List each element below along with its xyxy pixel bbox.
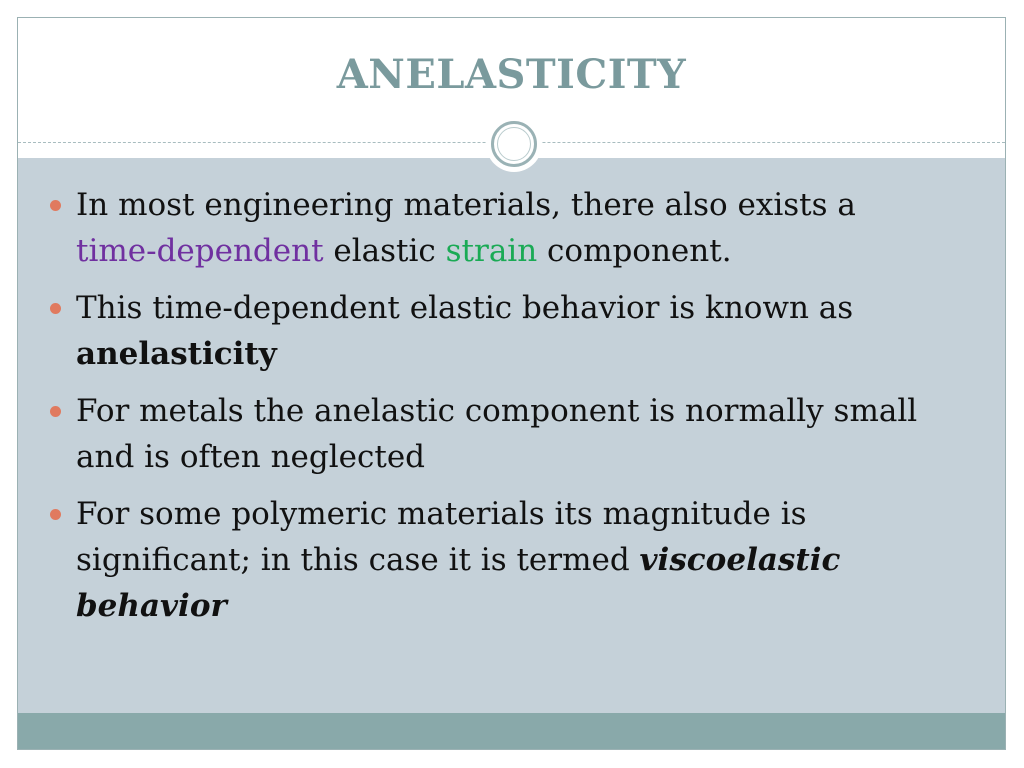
bullet-dot-icon	[50, 200, 61, 211]
bullet-item	[18, 285, 928, 377]
bullet-text	[76, 496, 840, 624]
text-segment: This time-dependent elastic behavior is known as	[76, 290, 854, 326]
bullet-item	[18, 491, 928, 629]
bold-italic-term: viscoelastic behavior	[76, 542, 841, 624]
slide-title: ANELASTICITY	[336, 51, 687, 98]
bullet-item	[18, 388, 928, 480]
bullet-text	[76, 187, 856, 269]
bullet-text	[76, 393, 917, 475]
highlight-purple-text: time-dependent	[76, 233, 324, 269]
bullet-item	[18, 182, 928, 274]
text-segment: component.	[537, 233, 732, 269]
circle-ornament-icon	[486, 116, 542, 172]
text-segment: In most engineering materials, there also exists a	[76, 187, 856, 223]
bullet-text	[76, 290, 853, 372]
bullet-dot-icon	[50, 303, 61, 314]
highlight-green-text: strain	[445, 233, 538, 269]
slide-frame	[17, 17, 1006, 750]
text-segment: For some polymeric materials its magnitude is significant; in this case it is termed	[76, 496, 807, 578]
bullet-dot-icon	[50, 509, 61, 520]
bullet-dot-icon	[50, 406, 61, 417]
footer-bar	[18, 713, 1005, 749]
bold-term: anelasticity	[76, 336, 277, 372]
text-segment: For metals the anelastic component is normally small and is often neglected	[76, 393, 918, 475]
bullet-list	[18, 182, 928, 640]
ornament-inner-ring	[497, 127, 531, 161]
text-segment: elastic	[323, 233, 446, 269]
